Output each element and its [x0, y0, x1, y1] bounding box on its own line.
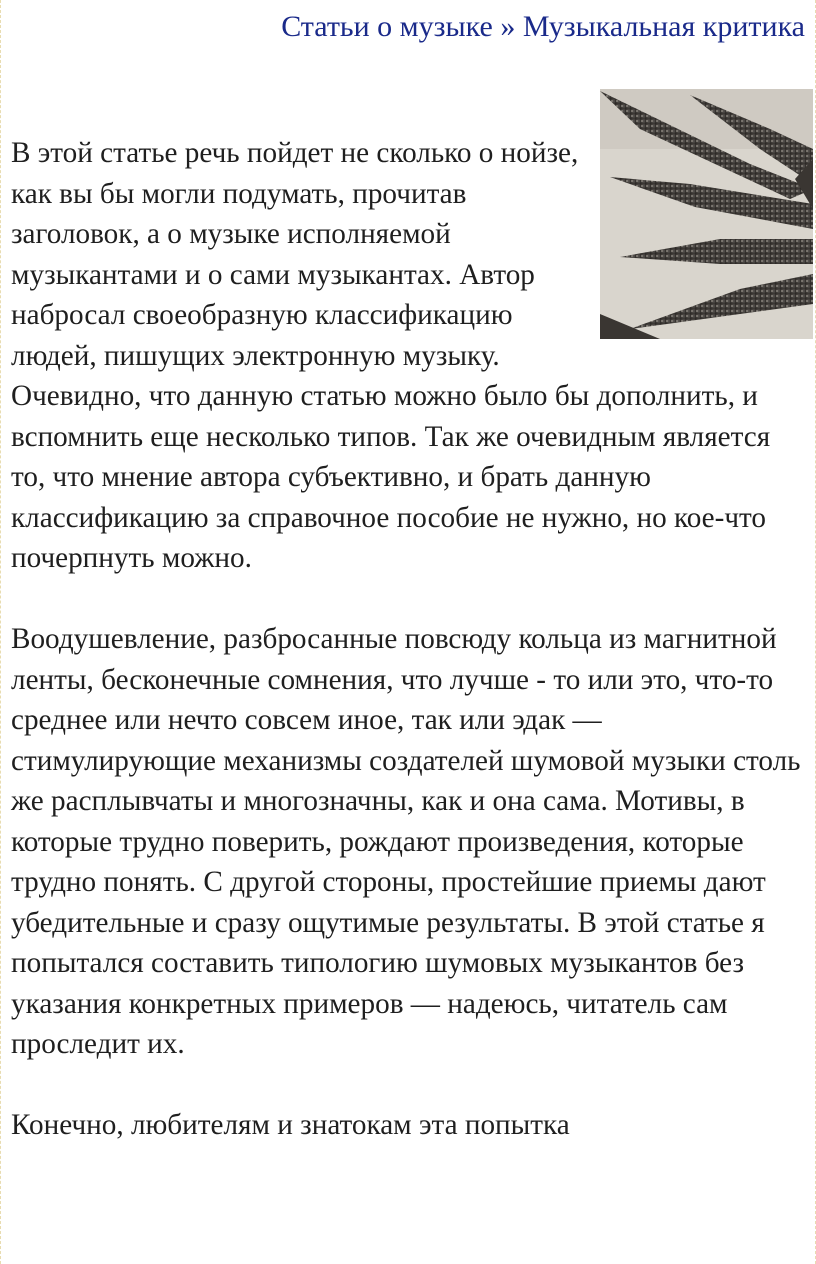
article-illustration [600, 89, 813, 339]
breadcrumb-link-section[interactable]: Статьи о музыке [281, 10, 493, 43]
breadcrumb-link-current[interactable]: Музыкальная критика [522, 10, 805, 43]
paragraph: Конечно, любителям и знатокам эта попытка [11, 1109, 570, 1141]
paragraph: В этой статье речь пойдет не сколько о нойзе, как вы бы могли подумать, прочитав заголовок, а о музыке исполняемой музыкантами и о сами музыкантах. Автор набросал своеобразную классификацию людей, пишущих электронную музыку. Очевидно, что данную статью можно было бы дополнить, и вспомнить еще несколько типов. Так же очевидным является то, что мнение автора субъективно, и брать данную классификацию за справочное пособие не нужно, но кое-что почерпнуть можно. [11, 137, 771, 574]
paragraph: Воодушевление, разбросанные повсюду кольца из магнитной ленты, бесконечные сомнения, что лучше - то или это, что-то среднее или нечто совсем иное, так или эдак — стимулирующие механизмы создателей шумовой музыки столь же расплывчаты и многозначны, как и она сама. Мотивы, в которые трудно поверить, рождают произведения, которые трудно понять. С другой стороны, простейшие приемы дают убедительные и сразу ощутимые результаты. В этой статье я попытался составить типологию шумовых музыкантов без указания конкретных примеров — надеюсь, читатель сам проследит их. [11, 623, 801, 1060]
breadcrumb-separator: » [500, 10, 516, 43]
breadcrumb [281, 10, 805, 44]
article-body [11, 133, 811, 1186]
